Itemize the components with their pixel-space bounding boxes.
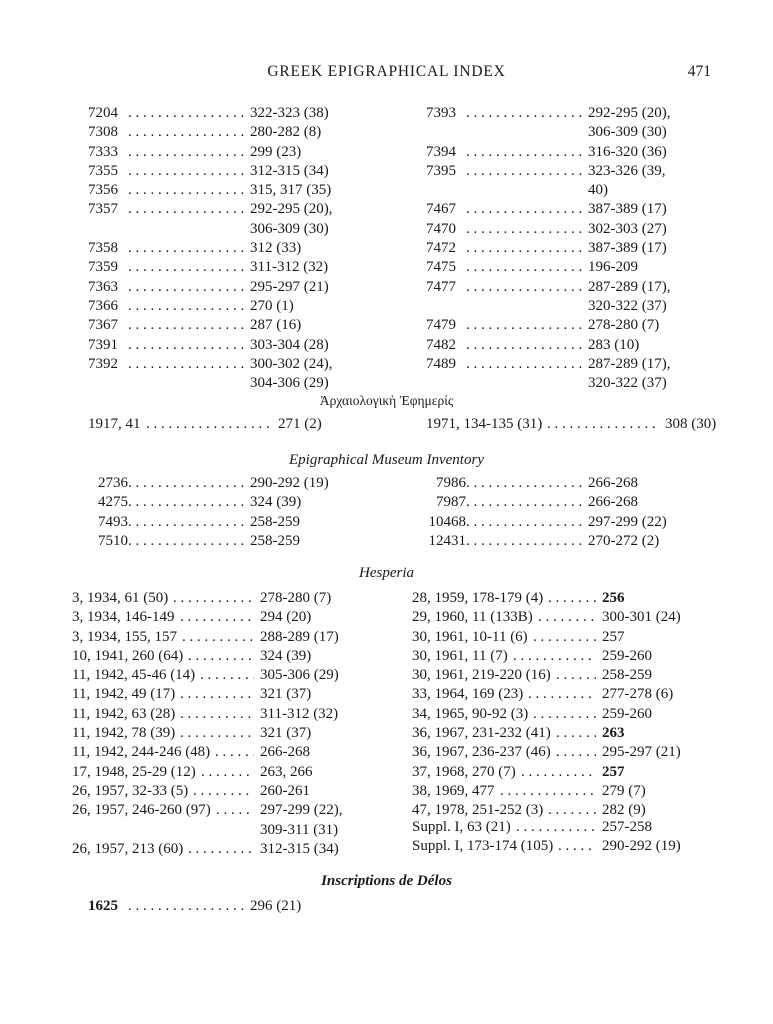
index-entry-row <box>88 123 378 142</box>
leader-dots <box>466 474 584 493</box>
index-entry-pages: 40) <box>588 182 608 199</box>
index-entry-ref: 7392 <box>88 355 118 372</box>
index-entry-row <box>426 143 716 162</box>
index-entry-pages: 300-302 (24), <box>250 355 333 372</box>
index-entry-pages: 259-260 <box>602 705 652 722</box>
leader-dots <box>128 143 246 162</box>
index-entry-row <box>72 666 382 685</box>
index-entry-ref: 7204 <box>88 105 118 121</box>
index-entry-pages: 196-209 <box>588 259 638 276</box>
index-entry-row <box>88 278 378 297</box>
page-header-title: GREEK EPIGRAPHICAL INDEX <box>267 63 506 80</box>
leader-dots <box>466 258 584 277</box>
index-entry-ref: 3, 1934, 155, 157 <box>72 628 177 645</box>
index-entry-row <box>426 336 716 355</box>
index-entry-ref: 7358 <box>88 240 118 257</box>
leader-dots <box>193 782 254 801</box>
index-entry-ref: 7367 <box>88 317 118 334</box>
page-number: 471 <box>687 63 711 80</box>
index-entry-ref: 26, 1957, 213 (60) <box>72 840 184 857</box>
index-entry-pages: 270 (1) <box>250 297 294 314</box>
index-entry-row <box>412 666 722 685</box>
index-entry-ref: 7489 <box>426 355 456 372</box>
index-entry-ref: 7393 <box>426 105 456 121</box>
index-entry-ref: 11, 1942, 45-46 (14) <box>72 667 196 684</box>
index-entry-ref: 30, 1961, 10-11 (6) <box>412 628 528 645</box>
index-entry-row <box>88 181 378 200</box>
leader-dots <box>528 685 596 704</box>
index-entry-pages: 321 (37) <box>260 725 312 742</box>
index-entry-row <box>88 493 378 512</box>
leader-dots <box>128 513 246 532</box>
index-entry-row <box>72 724 382 743</box>
index-entry-pages: 299 (23) <box>250 143 302 160</box>
index-entry-row <box>426 278 716 297</box>
index-entry-ref: 3, 1934, 146-149 <box>72 609 175 626</box>
section1-left-column <box>88 104 378 393</box>
index-entry-pages: 288-289 (17) <box>260 628 339 645</box>
index-entry-pages: 387-389 (17) <box>588 240 667 257</box>
leader-dots <box>466 513 584 532</box>
index-entry-row <box>72 589 382 608</box>
index-entry-ref: 30, 1961, 219-220 (16) <box>412 667 551 684</box>
index-entry-pages: 278-280 (7) <box>260 590 332 606</box>
leader-dots <box>556 666 596 685</box>
index-entry-pages: 292-295 (20), <box>250 201 333 218</box>
index-entry-row <box>72 821 382 840</box>
index-entry-pages: 260-261 <box>260 782 310 799</box>
index-entry-row <box>72 782 382 801</box>
leader-dots <box>466 143 584 162</box>
index-entry-row <box>88 513 378 532</box>
index-entry-row <box>72 705 382 724</box>
index-entry-row <box>412 782 722 801</box>
index-entry-pages: 321 (37) <box>260 686 312 703</box>
leader-dots <box>538 608 596 627</box>
index-entry-row <box>412 589 722 608</box>
index-entry-pages: 320-322 (37) <box>588 297 667 314</box>
index-entry-row <box>426 200 716 219</box>
section3-left-column <box>88 474 378 551</box>
index-entry-ref: 12431 <box>428 532 466 549</box>
index-entry-row <box>88 143 378 162</box>
leader-dots <box>556 743 596 762</box>
leader-dots <box>180 685 254 704</box>
index-entry-row <box>88 336 378 355</box>
index-entry-ref: 47, 1978, 251-252 (3) <box>412 802 544 819</box>
leader-dots <box>466 316 584 335</box>
index-entry-row <box>426 316 716 335</box>
index-entry-row <box>88 532 378 551</box>
index-entry-row <box>426 474 716 493</box>
index-entry-pages: 256 <box>602 590 625 606</box>
index-entry-pages: 280-282 (8) <box>250 124 322 141</box>
index-entry-ref: 7479 <box>426 317 456 334</box>
index-entry-ref: 37, 1968, 270 (7) <box>412 763 516 780</box>
leader-dots <box>513 647 596 666</box>
index-entry-pages: 257 <box>602 763 625 780</box>
index-entry-pages: 263 <box>602 725 625 742</box>
index-entry-ref: 7472 <box>426 240 456 257</box>
index-entry-ref: 10468 <box>428 513 466 530</box>
index-entry-ref: 29, 1960, 11 (133B) <box>412 609 533 626</box>
index-entry-ref: 7986 <box>436 475 466 491</box>
index-entry-row <box>88 220 378 239</box>
leader-dots <box>128 123 246 142</box>
index-entry-pages: 263, 266 <box>260 763 313 780</box>
index-entry-ref: 7359 <box>88 259 118 276</box>
index-entry-ref: 7333 <box>88 143 118 160</box>
leader-dots <box>182 628 254 647</box>
leader-dots <box>128 316 246 335</box>
index-entry-row <box>72 840 382 859</box>
index-entry-row <box>426 355 716 374</box>
index-entry-row <box>426 181 716 200</box>
leader-dots <box>466 493 584 512</box>
index-entry-ref: 4275 <box>98 494 128 511</box>
index-entry-row <box>72 628 382 647</box>
leader-dots <box>188 840 254 859</box>
index-entry-pages: 300-301 (24) <box>602 609 681 626</box>
index-entry-ref: 3, 1934, 61 (50) <box>72 590 169 606</box>
leader-dots <box>466 336 584 355</box>
index-entry-pages: 312-315 (34) <box>250 162 329 179</box>
index-entry-row <box>412 818 722 837</box>
index-entry-ref: 7355 <box>88 162 118 179</box>
leader-dots <box>466 104 584 123</box>
index-entry-pages: 287-289 (17), <box>588 278 671 295</box>
index-entry-ref: 7475 <box>426 259 456 276</box>
index-entry-ref: Suppl. I, 173-174 (105) <box>412 838 554 855</box>
index-entry-pages: 296 (21) <box>250 898 302 914</box>
leader-dots <box>466 200 584 219</box>
index-entry-pages: 311-312 (32) <box>250 259 329 276</box>
leader-dots <box>547 415 659 434</box>
section4-left-column <box>72 589 382 859</box>
index-entry-row <box>412 763 722 782</box>
index-entry-row <box>426 532 716 551</box>
index-entry-ref: 26, 1957, 32-33 (5) <box>72 782 189 799</box>
index-entry-pages: 324 (39) <box>260 647 312 664</box>
index-entry-row <box>88 297 378 316</box>
index-entry-row <box>72 608 382 627</box>
leader-dots <box>128 104 246 123</box>
index-entry-ref: 7467 <box>426 201 456 218</box>
index-entry-row <box>412 743 722 762</box>
index-entry-row <box>88 355 378 374</box>
section2-left-column <box>88 415 408 434</box>
index-entry-pages: 306-309 (30) <box>588 124 667 141</box>
index-entry-pages: 312-315 (34) <box>260 840 339 857</box>
index-entry-ref: 11, 1942, 78 (39) <box>72 725 176 742</box>
index-entry-pages: 294 (20) <box>260 609 312 626</box>
index-entry-row <box>412 628 722 647</box>
leader-dots <box>533 628 596 647</box>
index-entry-row <box>72 763 382 782</box>
leader-dots <box>200 666 254 685</box>
index-entry-ref: 7363 <box>88 278 118 295</box>
index-entry-row <box>88 897 378 916</box>
leader-dots <box>146 415 272 434</box>
index-entry-pages: 259-260 <box>602 647 652 664</box>
index-entry-ref: 11, 1942, 49 (17) <box>72 686 176 703</box>
index-entry-pages: 322-323 (38) <box>250 105 329 121</box>
section-title-hesperia: Hesperia <box>359 565 414 581</box>
section-title-inscriptions-de-delos: Inscriptions de Délos <box>321 873 452 889</box>
index-entry-pages: 266-268 <box>260 744 310 761</box>
index-entry-row <box>426 123 716 142</box>
leader-dots <box>128 181 246 200</box>
index-entry-ref: 10, 1941, 260 (64) <box>72 647 184 664</box>
index-entry-pages: 323-326 (39, <box>588 162 666 179</box>
index-entry-pages: 292-295 (20), <box>588 105 671 121</box>
index-entry-ref: 7366 <box>88 297 118 314</box>
leader-dots <box>180 724 254 743</box>
index-entry-row <box>426 374 716 393</box>
index-entry-pages: 305-306 (29) <box>260 667 339 684</box>
index-entry-row <box>412 837 722 856</box>
index-entry-row <box>426 104 716 123</box>
index-entry-pages: 278-280 (7) <box>588 317 660 334</box>
index-entry-row <box>426 162 716 181</box>
leader-dots <box>128 336 246 355</box>
index-entry-row <box>412 724 722 743</box>
index-entry-row <box>88 374 378 393</box>
leader-dots <box>516 818 596 837</box>
index-entry-pages: 290-292 (19) <box>250 475 329 491</box>
leader-dots <box>548 589 596 608</box>
leader-dots <box>128 278 246 297</box>
leader-dots <box>466 532 584 551</box>
leader-dots <box>466 220 584 239</box>
index-entry-ref: 7510 <box>98 532 128 549</box>
index-entry-ref: 11, 1942, 244-246 (48) <box>72 744 211 761</box>
leader-dots <box>128 297 246 316</box>
index-entry-ref: 36, 1967, 231-232 (41) <box>412 725 551 742</box>
index-entry-pages: 257-258 <box>602 819 652 835</box>
index-entry-ref: 38, 1969, 477 <box>412 782 495 799</box>
index-entry-pages: 306-309 (30) <box>250 220 329 237</box>
index-entry-ref: 11, 1942, 63 (28) <box>72 705 176 722</box>
index-entry-pages: 311-312 (32) <box>260 705 339 722</box>
index-entry-row <box>426 297 716 316</box>
index-entry-pages: 258-259 <box>250 532 300 549</box>
index-entry-ref: 7470 <box>426 220 456 237</box>
index-entry-ref: 1971, 134-135 (31) <box>426 416 543 432</box>
index-entry-ref: 1917, 41 <box>88 416 141 432</box>
leader-dots <box>128 532 246 551</box>
index-entry-row <box>88 258 378 277</box>
index-entry-row <box>426 258 716 277</box>
leader-dots <box>533 705 596 724</box>
index-entry-ref: 17, 1948, 25-29 (12) <box>72 763 196 780</box>
section4-supplement-column <box>412 818 722 857</box>
index-entry-pages: 315, 317 (35) <box>250 182 332 199</box>
index-entry-pages: 266-268 <box>588 494 638 511</box>
section-title-archaiologike-ephemeris: Ἀρχαιολογικὴ Ἐφημερίς <box>319 393 454 408</box>
section2-right-column <box>426 415 726 434</box>
leader-dots <box>173 589 254 608</box>
leader-dots <box>128 493 246 512</box>
index-entry-pages: 257 <box>602 628 625 645</box>
index-entry-ref: 34, 1965, 90-92 (3) <box>412 705 529 722</box>
index-entry-pages: 312 (33) <box>250 240 302 257</box>
section4-right-column <box>412 589 722 821</box>
index-entry-ref: 36, 1967, 236-237 (46) <box>412 744 551 761</box>
index-entry-row <box>88 104 378 123</box>
index-entry-row <box>426 239 716 258</box>
leader-dots <box>128 355 246 374</box>
index-entry-row <box>412 608 722 627</box>
index-entry-pages: 270-272 (2) <box>588 532 660 549</box>
index-entry-row <box>88 415 408 434</box>
index-entry-pages: 295-297 (21) <box>250 278 329 295</box>
index-entry-row <box>426 220 716 239</box>
index-entry-row <box>426 415 726 434</box>
leader-dots <box>521 763 596 782</box>
index-entry-pages: 279 (7) <box>602 782 646 799</box>
index-entry-row <box>412 647 722 666</box>
index-entry-pages: 308 (30) <box>665 416 717 432</box>
index-entry-pages: 290-292 (19) <box>602 838 681 855</box>
leader-dots <box>466 278 584 297</box>
index-entry-pages: 297-299 (22), <box>260 802 343 819</box>
index-entry-ref: 7391 <box>88 336 118 353</box>
leader-dots <box>466 162 584 181</box>
index-entry-pages: 304-306 (29) <box>250 375 329 392</box>
index-entry-pages: 258-259 <box>250 513 300 530</box>
index-entry-pages: 303-304 (28) <box>250 336 329 353</box>
section5-column <box>88 897 378 916</box>
index-entry-ref: 7357 <box>88 201 118 218</box>
leader-dots <box>558 837 596 856</box>
index-entry-pages: 387-389 (17) <box>588 201 667 218</box>
leader-dots <box>500 782 596 801</box>
leader-dots <box>128 897 246 916</box>
index-entry-ref: 7394 <box>426 143 456 160</box>
index-entry-row <box>72 801 382 820</box>
leader-dots <box>556 724 596 743</box>
leader-dots <box>216 801 254 820</box>
index-entry-pages: 283 (10) <box>588 336 640 353</box>
section3-right-column <box>426 474 716 551</box>
leader-dots <box>128 239 246 258</box>
index-entry-ref: 33, 1964, 169 (23) <box>412 686 524 703</box>
index-entry-pages: 320-322 (37) <box>588 375 667 392</box>
leader-dots <box>128 162 246 181</box>
index-entry-pages: 297-299 (22) <box>588 513 667 530</box>
index-entry-ref: 7395 <box>426 162 456 179</box>
leader-dots <box>128 258 246 277</box>
index-entry-row <box>426 513 716 532</box>
section1-right-column <box>426 104 716 393</box>
leader-dots <box>466 355 584 374</box>
leader-dots <box>128 474 246 493</box>
index-entry-ref: Suppl. I, 63 (21) <box>412 819 511 835</box>
section-title-epigraphical-museum-inventory: Epigraphical Museum Inventory <box>289 452 484 468</box>
index-entry-row <box>412 685 722 704</box>
index-entry-ref: 7493 <box>98 513 128 530</box>
index-entry-pages: 324 (39) <box>250 494 302 511</box>
index-entry-ref: 2736 <box>98 475 128 491</box>
index-entry-ref: 7482 <box>426 336 456 353</box>
index-entry-row <box>88 162 378 181</box>
index-entry-row <box>88 316 378 335</box>
index-entry-pages: 258-259 <box>602 667 652 684</box>
index-entry-pages: 271 (2) <box>278 416 322 432</box>
index-entry-ref: 28, 1959, 178-179 (4) <box>412 590 544 606</box>
index-entry-pages: 316-320 (36) <box>588 143 667 160</box>
leader-dots <box>201 763 254 782</box>
index-entry-row <box>426 493 716 512</box>
leader-dots <box>188 647 254 666</box>
index-entry-ref: 7477 <box>426 278 456 295</box>
index-entry-pages: 266-268 <box>588 475 638 491</box>
index-entry-pages: 309-311 (31) <box>260 821 339 838</box>
leader-dots <box>128 200 246 219</box>
index-entry-ref: 26, 1957, 246-260 (97) <box>72 802 211 819</box>
index-entry-pages: 302-303 (27) <box>588 220 667 237</box>
index-entry-pages: 282 (9) <box>602 802 646 819</box>
index-entry-row <box>72 647 382 666</box>
index-entry-row <box>88 474 378 493</box>
index-entry-ref: 7356 <box>88 182 118 199</box>
index-entry-ref: 30, 1961, 11 (7) <box>412 647 508 664</box>
leader-dots <box>466 239 584 258</box>
index-entry-row <box>88 239 378 258</box>
leader-dots <box>215 743 254 762</box>
index-entry-row <box>412 705 722 724</box>
index-entry-pages: 287-289 (17), <box>588 355 671 372</box>
index-entry-row <box>72 743 382 762</box>
leader-dots <box>180 608 254 627</box>
index-entry-ref: 7308 <box>88 124 118 141</box>
index-entry-pages: 295-297 (21) <box>602 744 681 761</box>
leader-dots <box>180 705 254 724</box>
index-entry-ref: 7987 <box>436 494 466 511</box>
index-entry-pages: 277-278 (6) <box>602 686 674 703</box>
index-entry-pages: 287 (16) <box>250 317 302 334</box>
index-entry-row <box>72 685 382 704</box>
index-entry-row <box>88 200 378 219</box>
index-entry-ref: 1625 <box>88 898 118 914</box>
